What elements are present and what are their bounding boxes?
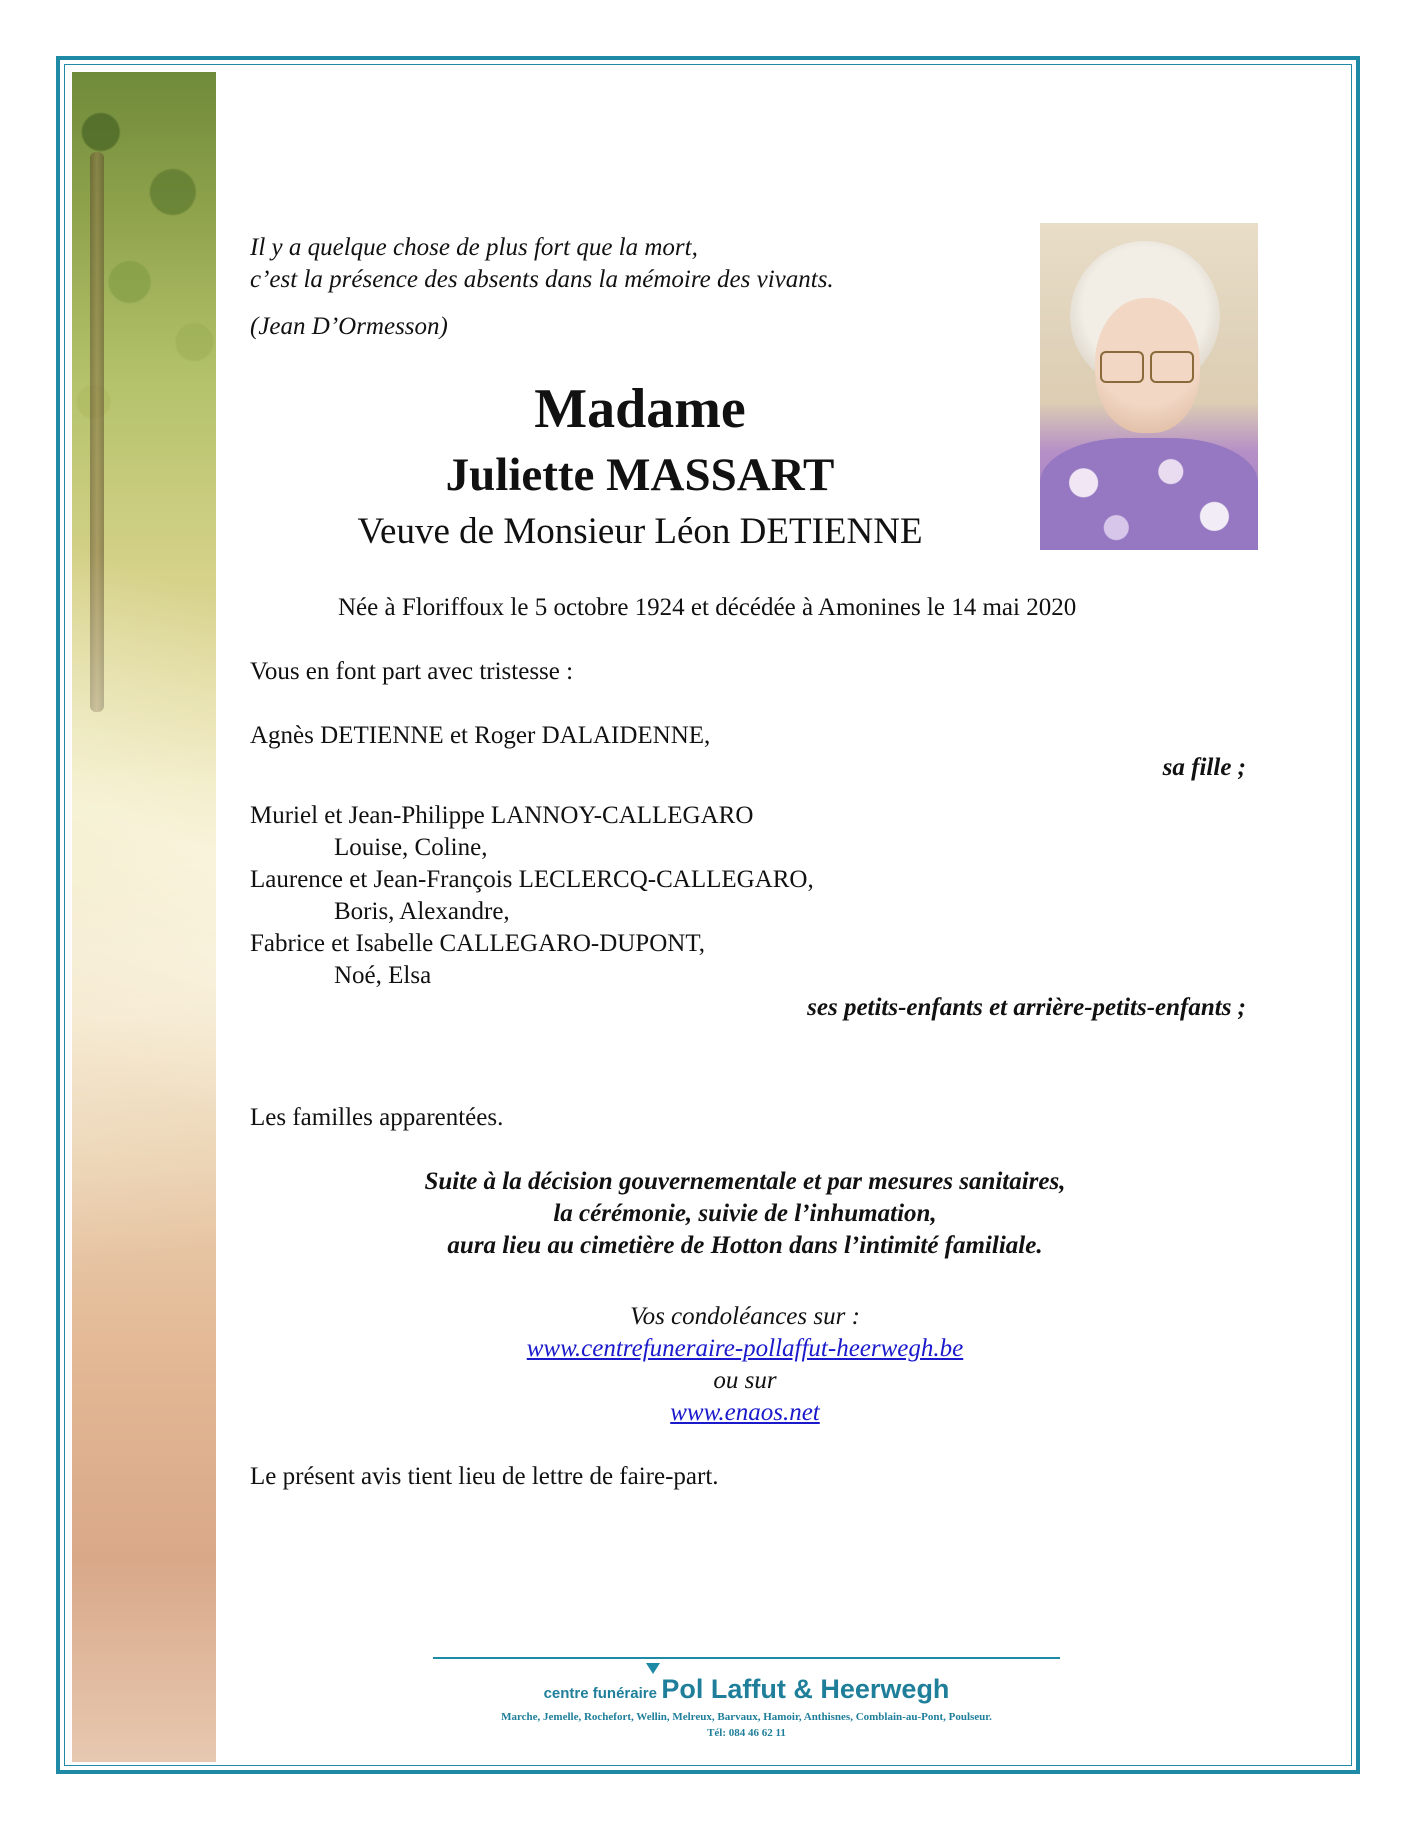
sunlight-rays-decoration [72,72,216,1762]
enaos-link[interactable]: www.enaos.net [670,1399,820,1426]
quote-line-2: c’est la présence des absents dans la mémoire des vivants. [250,266,834,293]
footer-triangle-icon [646,1663,660,1674]
daughter-names: Agnès DETIENNE et Roger DALAIDENNE, [250,722,711,749]
grandchild-family-3: Fabrice et Isabelle CALLEGARO-DUPONT, [250,930,705,957]
great-grandchildren-1: Louise, Coline, [334,834,488,861]
grandchildren-role: ses petits-enfants et arrière-petits-enfants ; [807,994,1246,1021]
related-families: Les familles apparentées. [250,1104,504,1131]
funeral-home-link[interactable]: www.centrefuneraire-pollaffut-heerwegh.be [526,1335,964,1362]
footer-towns: Marche, Jemelle, Rochefort, Wellin, Melreux, Barvaux, Hamoir, Anthisnes, Comblain-au-Pont, Poulseur. [501,1711,992,1723]
notice-line-1: Suite à la décision gouvernementale et par mesures sanitaires, [424,1168,1066,1195]
forest-path-image [72,72,216,1762]
deceased-title: Madame [534,378,746,440]
footer-prefix: centre funéraire [543,1685,657,1702]
footer-divider [433,1657,1060,1659]
great-grandchildren-3: Noé, Elsa [334,962,432,989]
quote-line-1: Il y a quelque chose de plus fort que la mort, [250,234,698,261]
footer-brand-name: Pol Laffut & Heerwegh [661,1674,950,1704]
footer-phone: Tél: 084 46 62 11 [707,1727,786,1739]
condolences-or: ou sur [713,1367,777,1394]
portrait-photo [1040,223,1258,550]
birth-death-dates: Née à Floriffoux le 5 octobre 1924 et décédée à Amonines le 14 mai 2020 [338,594,1077,621]
footer-brand [433,1674,1060,1705]
grandchild-family-2: Laurence et Jean-François LECLERCQ-CALLEGARO, [250,866,814,893]
grandchild-family-1: Muriel et Jean-Philippe LANNOY-CALLEGARO [250,802,754,829]
closing-statement: Le présent avis tient lieu de lettre de faire-part. [250,1463,719,1490]
great-grandchildren-2: Boris, Alexandre, [334,898,510,925]
deceased-name: Juliette MASSART [445,449,835,501]
daughter-role: sa fille ; [1162,754,1246,781]
quote-author: (Jean D’Ormesson) [250,313,448,340]
deceased-spouse: Veuve de Monsieur Léon DETIENNE [357,511,923,552]
notice-line-2: la cérémonie, suivie de l’inhumation, [553,1200,937,1227]
condolences-label: Vos condoléances sur : [630,1303,860,1330]
announcement-intro: Vous en font part avec tristesse : [250,658,574,685]
notice-line-3: aura lieu au cimetière de Hotton dans l’intimité familiale. [447,1232,1043,1259]
